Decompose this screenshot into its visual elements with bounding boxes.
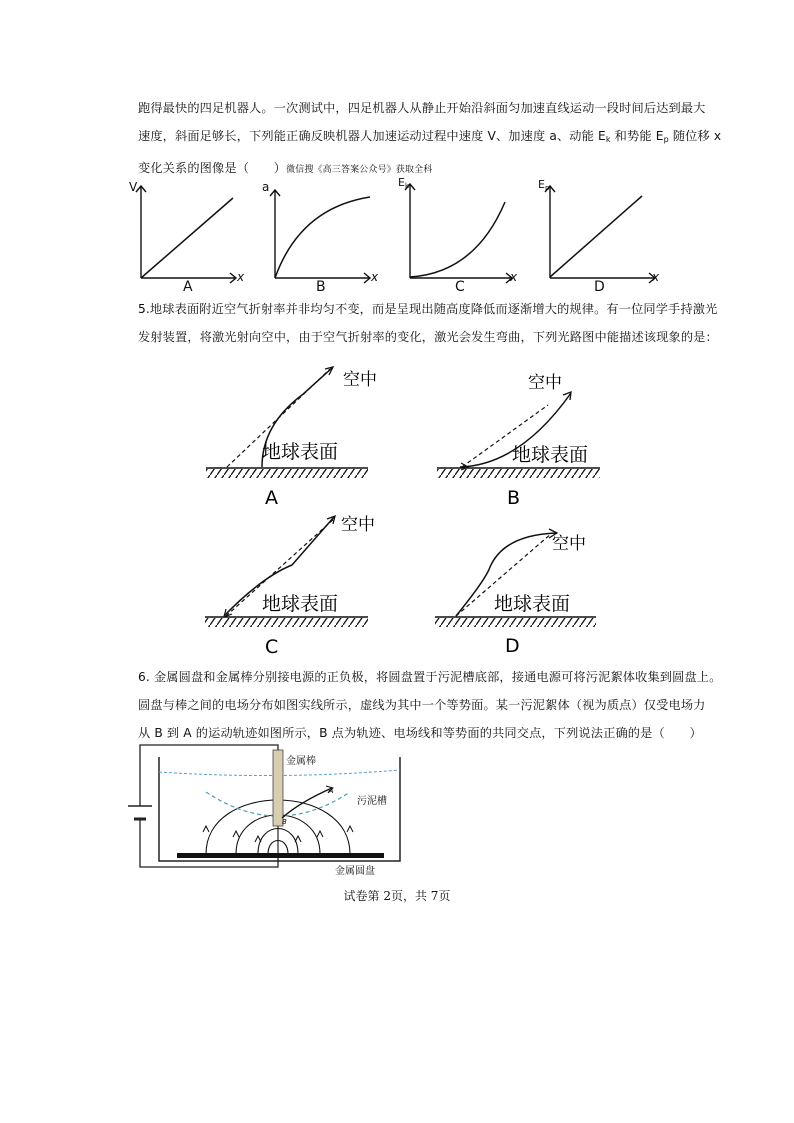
graph-b-xlabel: x [371,270,379,284]
q6-line-2: 圆盘与棒之间的电场分布如图实线所示，虚线为其中一个等势面。某一污泥絮体（视为质点）仅受电场力 [138,698,706,712]
diagram-c [205,515,375,658]
graph-b-curve [275,197,370,278]
graph-a [136,186,236,283]
graph-c-xlabel: x [510,270,518,284]
graph-c-curve [410,202,505,277]
metal-rod [273,750,283,826]
diagram-b-air-label: 空中 [528,373,562,393]
point-b-label: B [282,818,287,826]
q6-line-1: 6. 金属圆盘和金属棒分别接电源的正负极，将圆盘置于污泥槽底部，接通电源可将污泥絮体收集到圆盘上。 [138,670,722,684]
q5-line-1: 5.地球表面附近空气折射率并非均匀不变，而是呈现出随高度降低而逐渐增大的规律。有一位同学手持激光 [138,302,718,316]
graph-c-option: C [455,279,465,295]
point-a-label: A [328,786,334,795]
graph-b-option: B [316,279,326,295]
graph-a-ylabel: V [129,180,138,194]
q4-line-2: 速度，斜面足够长，下列能正确反映机器人加速运动过程中速度 V、加速度 a、动能 $E_k$ 和势能 $E_p$ 随位移 x [138,129,722,144]
page-footer: 试卷第 2页，共 7页 [343,889,451,903]
graph-b [270,190,370,283]
graph-d-curve [550,196,642,277]
graph-a-curve [141,198,233,278]
q5-line-2: 发射装置，将激光射向空中，由于空气折射率的变化，激光会发生弯曲，下列光路图中能描述该现象的是： [138,330,718,344]
diagram-d-option: D [505,635,520,657]
diagram-c-air-label: 空中 [341,515,375,535]
rod-label: 金属棒 [286,756,316,767]
question-4-text [138,94,722,184]
power-circuit [128,745,278,867]
disk-label: 金属圆盘 [335,866,375,877]
diagram-a-option: A [265,487,278,509]
diagram-d [435,529,596,657]
diagram-c-option: C [265,636,279,658]
q4-graphs [0,178,794,298]
diagram-c-ground-label: 地球表面 [262,593,339,615]
diagram-d-ground-label: 地球表面 [494,593,571,615]
q6-diagram [0,742,794,882]
question-6-text [138,663,722,747]
q4-line-3: 变化关系的图像是（ ）微信搜《高三答案公众号》获取全科 [138,161,433,175]
diagram-a [206,367,377,509]
graph-c [405,184,512,283]
metal-disk [177,853,384,858]
diagram-b-ground-label: 地球表面 [512,444,589,466]
diagram-d-air-label: 空中 [552,534,586,554]
graph-d-ylabel: Ep [538,178,550,192]
diagram-b [437,373,600,509]
trajectory [282,788,332,818]
graph-d [545,186,655,283]
tank-label: 污泥槽 [357,796,387,807]
q4-line-1: 跑得最快的四足机器人。一次测试中，四足机器人从静止开始沿斜面匀加速直线运动一段时间后达到最大 [138,101,706,115]
q6-line-3: 从 B 到 A 的运动轨迹如图所示，B 点为轨迹、电场线和等势面的共同交点，下列说法正确的是（ ） [138,726,702,740]
diagram-a-air-label: 空中 [343,370,377,390]
graph-d-xlabel: x [652,270,660,284]
graph-c-ylabel: Ek [398,176,410,190]
graph-b-ylabel: a [262,180,270,194]
graph-a-xlabel: x [237,270,245,284]
q5-diagrams [0,355,794,658]
graph-a-option: A [183,279,193,295]
wechat-note: 微信搜《高三答案公众号》获取全科 [286,165,433,175]
diagram-b-option: B [507,487,521,509]
graph-d-option: D [594,279,605,295]
question-5-text [138,295,718,351]
diagram-a-ground-label: 地球表面 [262,441,339,463]
